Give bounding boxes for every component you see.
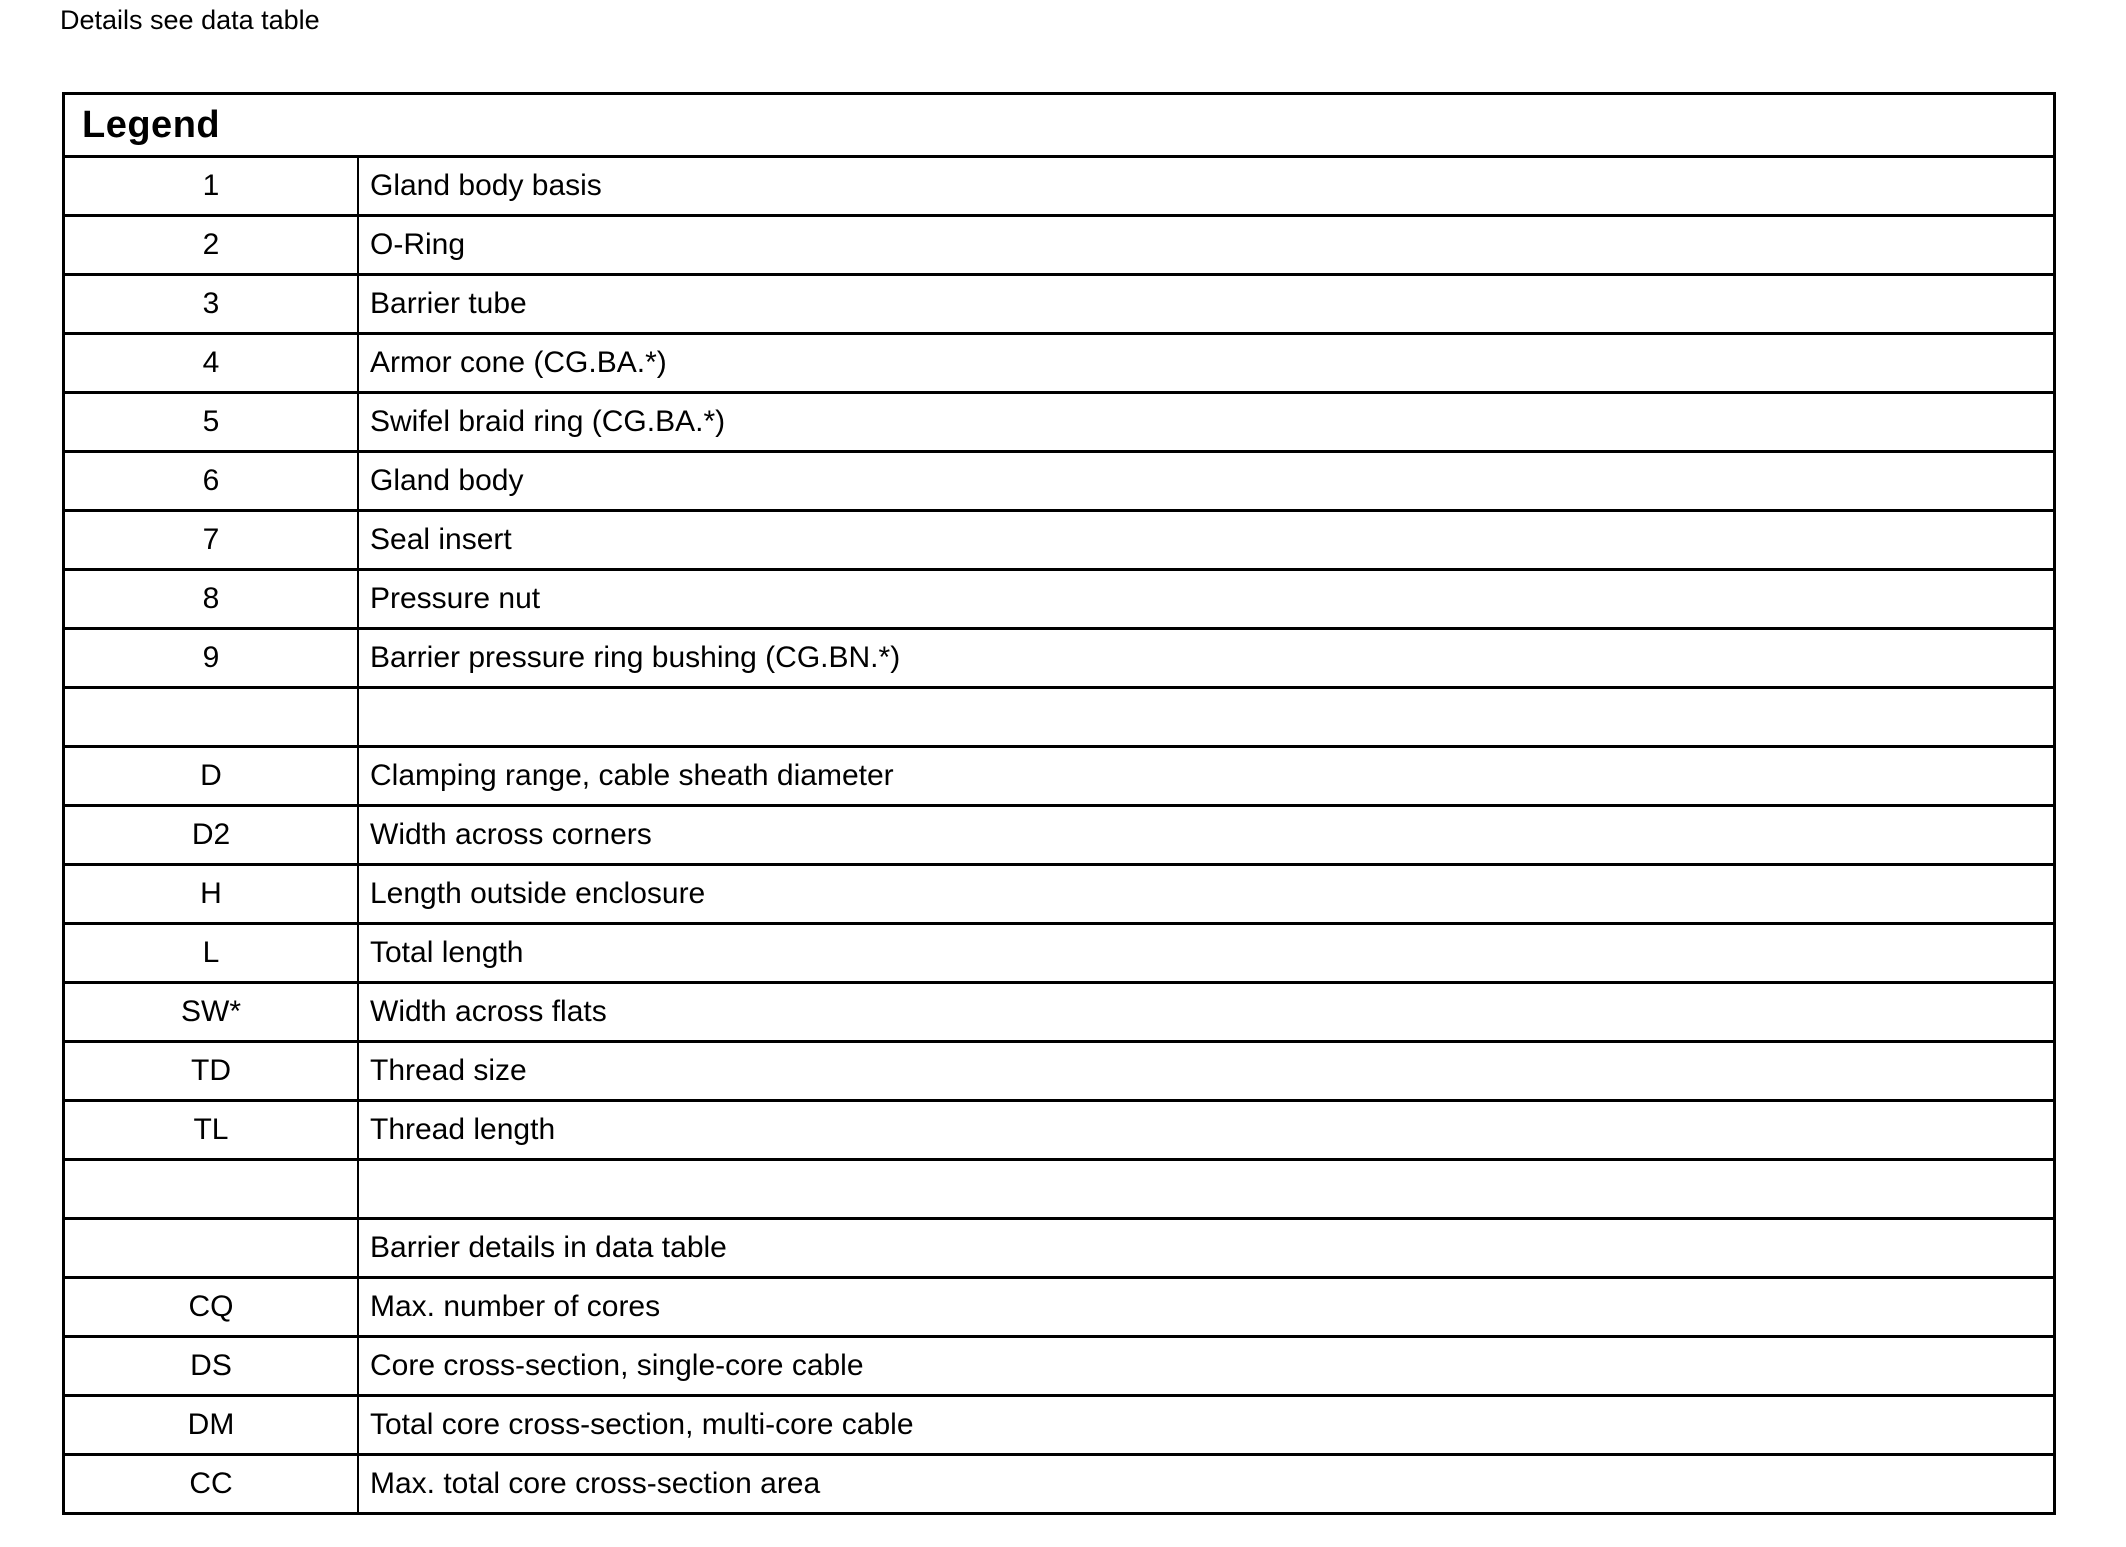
row-value-cell: Armor cone (CG.BA.*) [370,346,667,379]
row-key-cell: 8 [65,571,359,627]
row-value-cell: Total length [370,936,524,969]
row-key-cell [65,689,359,745]
table-row [65,332,2053,391]
table-row [65,214,2053,273]
table-row [65,1453,2053,1512]
row-key-cell: 2 [65,217,359,273]
row-value-cell: Width across corners [370,818,652,851]
row-key-cell: 1 [65,158,359,214]
row-key-cell [65,1220,359,1276]
row-value-cell: Barrier details in data table [370,1231,727,1264]
row-key-cell: CC [65,1456,359,1512]
row-value-cell: Total core cross-section, multi-core cable [370,1408,914,1441]
table-row [65,1099,2053,1158]
row-key-cell: 4 [65,335,359,391]
table-row [65,1158,2053,1217]
row-key-cell: TL [65,1102,359,1158]
row-key-cell: CQ [65,1279,359,1335]
row-key-cell: SW* [65,984,359,1040]
row-value-cell: Swifel braid ring (CG.BA.*) [370,405,726,438]
row-value-cell: Thread length [370,1113,556,1146]
row-key-cell: 3 [65,276,359,332]
legend-table-title: Legend [82,103,221,146]
row-key-cell: 5 [65,394,359,450]
row-key-cell: L [65,925,359,981]
row-value-cell: Length outside enclosure [370,877,706,910]
row-value-cell [359,1161,2053,1217]
row-key-cell: DS [65,1338,359,1394]
row-value-cell: Pressure nut [370,582,541,615]
row-key-cell: 7 [65,512,359,568]
row-key-cell [65,1161,359,1217]
details-note: Details see data table [60,5,320,35]
row-value-cell: Clamping range, cable sheath diameter [370,759,894,792]
row-key-cell: 6 [65,453,359,509]
row-key-cell: H [65,866,359,922]
row-value-cell: Gland body [370,464,524,497]
row-value-cell: Max. total core cross-section area [370,1467,821,1500]
table-row [65,1040,2053,1099]
table-row [65,155,2053,214]
table-row [65,745,2053,804]
table-row [65,922,2053,981]
table-row [65,391,2053,450]
table-row [65,1335,2053,1394]
row-value-cell: Barrier pressure ring bushing (CG.BN.*) [370,641,901,674]
row-key-cell: TD [65,1043,359,1099]
row-value-cell: Seal insert [370,523,512,556]
legend-table-rows [65,155,2053,1512]
row-value-cell [359,689,2053,745]
table-row [65,273,2053,332]
row-key-cell: D [65,748,359,804]
row-value-cell: Thread size [370,1054,527,1087]
row-value-cell: O-Ring [370,228,466,261]
row-value-cell: Width across flats [370,995,607,1028]
row-key-cell: DM [65,1397,359,1453]
table-row [65,863,2053,922]
table-row [65,450,2053,509]
row-value-cell: Max. number of cores [370,1290,661,1323]
table-row [65,509,2053,568]
row-key-cell: 9 [65,630,359,686]
table-row [65,1217,2053,1276]
table-row [65,1276,2053,1335]
table-row [65,568,2053,627]
row-value-cell: Core cross-section, single-core cable [370,1349,864,1382]
legend-table [62,92,2056,1515]
row-key-cell: D2 [65,807,359,863]
row-value-cell: Barrier tube [370,287,527,320]
table-row [65,804,2053,863]
table-row [65,627,2053,686]
table-row [65,1394,2053,1453]
table-row [65,981,2053,1040]
row-value-cell: Gland body basis [370,169,602,202]
table-row [65,686,2053,745]
